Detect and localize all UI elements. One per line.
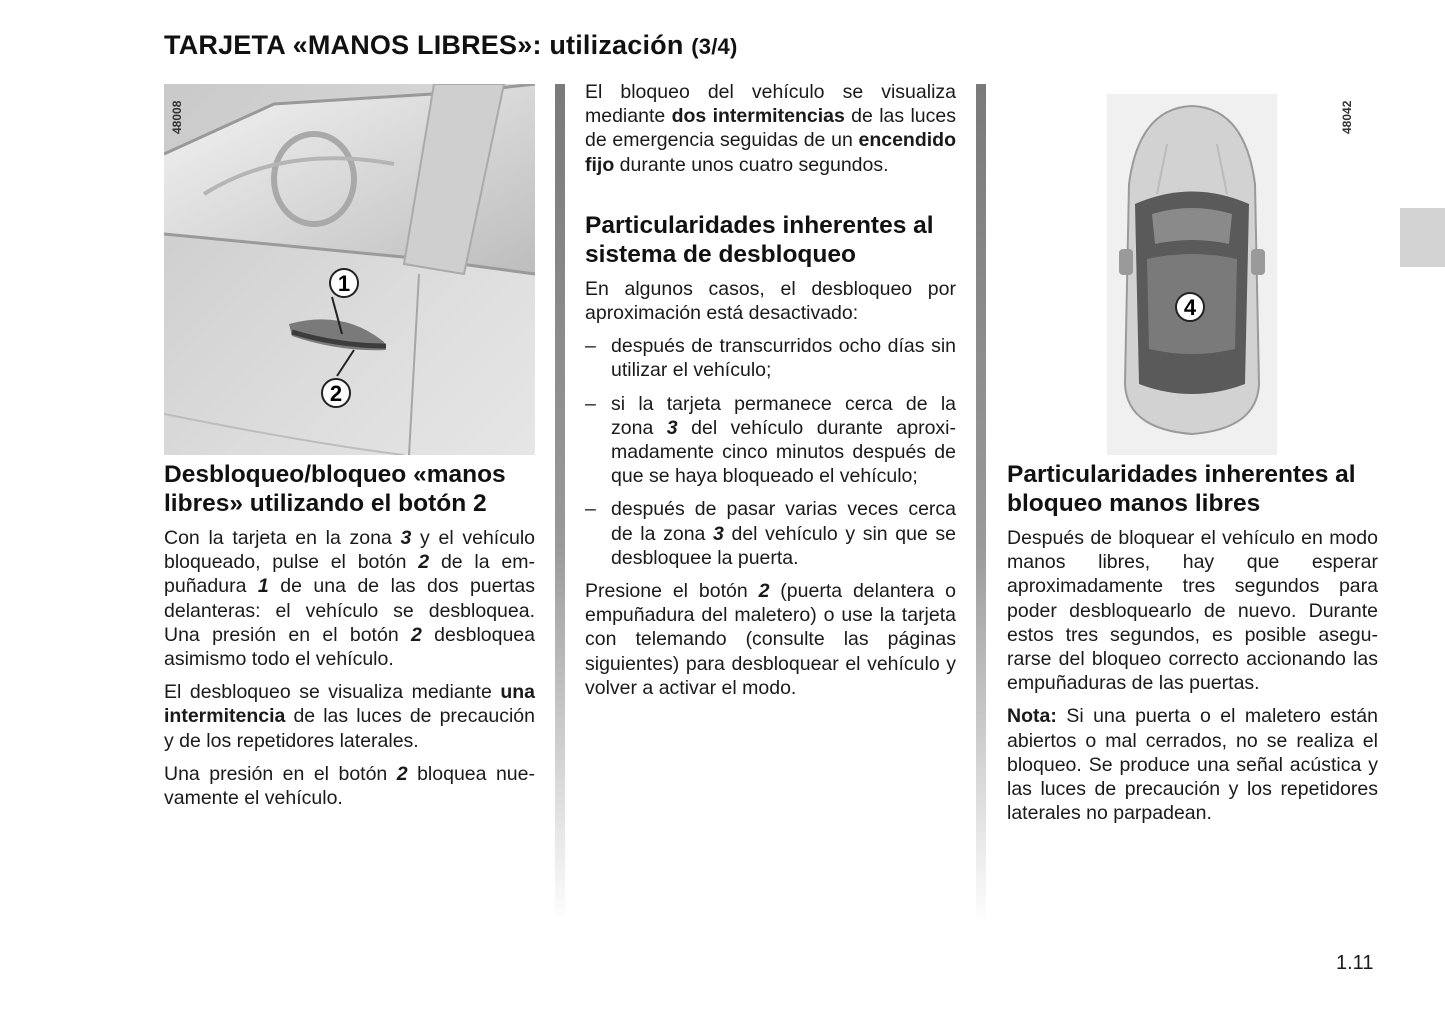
page-number: 1.11: [1336, 952, 1374, 974]
paragraph-reactivate: [585, 579, 956, 700]
button-ref: 2: [418, 551, 430, 574]
figure-code-right: 48042: [1340, 100, 1354, 134]
list-dash: –: [585, 498, 596, 521]
list-dash: –: [585, 335, 596, 358]
text-run: de las luces de precaución y de los repetidores laterales.: [164, 705, 535, 752]
list-item: [585, 392, 956, 489]
text-run: desbloquea asimismo todo el vehículo.: [164, 623, 536, 671]
callout-2: 2: [329, 381, 343, 406]
button-ref: 2: [396, 762, 408, 785]
emphasis: encendido fijo: [585, 129, 956, 176]
text-run: Una presión en el botón: [164, 762, 397, 785]
page-title-part: (3/4): [691, 34, 738, 59]
paragraph-lock-wait: Después de bloquear el vehículo en modo manos libres, hay que esperar aproximadamente tres segundos para poder desbloquearlo de nuevo. Durante estos tres segundos, es posible asegurarse del bloqueo correcto accionando las empuñaduras de las puertas.: [1007, 527, 1378, 695]
text-run: Presione el botón: [585, 580, 759, 603]
text-run: de una de las dos puertas delanteras: el vehículo se desbloquea. Una presión en el botón: [164, 575, 535, 646]
paragraph-note: [1007, 704, 1378, 825]
page-title: [164, 30, 738, 61]
column-right: [1007, 460, 1378, 834]
car-top-view-figure: [1007, 84, 1378, 455]
column-left: [164, 460, 535, 819]
column-divider-right: [976, 84, 986, 924]
list-item: [585, 334, 956, 382]
text-run: (puerta delantera o empuñadura del maletero) o use la tarjeta con telemando (consulte las páginas siguientes) para desbloquear el vehículo y volver a activar el modo.: [585, 580, 956, 699]
paragraph-unlock-procedure: [164, 526, 535, 671]
list-item: [585, 497, 956, 570]
emphasis: una intermitencia: [164, 681, 535, 728]
note-label: Nota:: [1007, 705, 1057, 728]
list-item-text: después de transcurridos ocho días sin utilizar el vehículo;: [611, 335, 956, 382]
car-top-view-illustration: [1007, 84, 1378, 455]
list-item-text: [611, 497, 956, 570]
paragraph-deactivated-cases: En algunos casos, el desbloqueo por aproximación está desactivado:: [585, 277, 956, 325]
handle-ref: 1: [257, 575, 269, 598]
column-divider-left: [555, 84, 565, 924]
door-handle-figure: [164, 84, 535, 455]
button-ref: 2: [758, 580, 770, 603]
note-text: Si una puerta o el maletero están abiertos o mal cerrados, no se realiza el bloqueo. Se produce una señal acústica y las luces de precaución y los repetidores laterales no parpadean.: [1007, 705, 1378, 825]
column-middle: [585, 80, 956, 709]
text-run: del vehículo durante aproximadamente cinco minutos después de que se haya bloqueado el vehículo;: [611, 416, 956, 488]
door-handle-illustration: [164, 84, 535, 455]
text-run: después de pasar varias veces cerca de la zona: [611, 498, 956, 545]
list-item-text: [611, 392, 956, 489]
section-heading-lock-handsfree: Particularidades inherentes al bloqueo manos libres: [1007, 461, 1356, 517]
text-run: del vehículo y sin que se desbloquee la puerta.: [611, 522, 957, 569]
section-heading-unlock-system: Particularidades inherentes al sistema de desbloqueo: [585, 211, 934, 268]
paragraph-relock: [164, 762, 535, 810]
callout-1: 1: [337, 271, 351, 296]
emphasis: dos intermitencias: [671, 105, 845, 128]
chapter-tab: [1400, 208, 1445, 267]
paragraph-unlock-signal: [164, 680, 535, 753]
figure-code-left: 48008: [170, 100, 184, 134]
zone-ref: 3: [713, 522, 724, 545]
button-ref: 2: [410, 623, 422, 646]
text-run: durante unos cuatro segundos.: [614, 153, 889, 176]
zone-ref: 3: [666, 416, 678, 439]
list-dash: –: [585, 392, 596, 415]
text-run: de la empuñadura: [164, 551, 535, 598]
text-run: Con la tarjeta en la zona: [164, 527, 401, 549]
section-heading-unlock-button: Desbloqueo/bloqueo «manos libres» utilizando el botón 2: [164, 461, 506, 517]
text-run: de las luces de emergencia seguidas de un: [585, 105, 956, 152]
text-run: El bloqueo del vehículo se visualiza mediante: [585, 81, 956, 128]
page-title-text: TARJETA «MANOS LIBRES»: utilización: [164, 30, 684, 60]
callout-4: 4: [1183, 295, 1197, 320]
zone-ref: 3: [400, 527, 412, 549]
text-run: El desbloqueo se visualiza mediante: [164, 681, 501, 704]
paragraph-lock-signal: [585, 80, 956, 177]
text-run: si la tarjeta permanece cerca de la zona: [611, 392, 956, 439]
text-run: y el vehículo bloqueado, pulse el botón: [164, 527, 535, 574]
text-run: bloquea nuevamente el vehículo.: [164, 762, 535, 810]
